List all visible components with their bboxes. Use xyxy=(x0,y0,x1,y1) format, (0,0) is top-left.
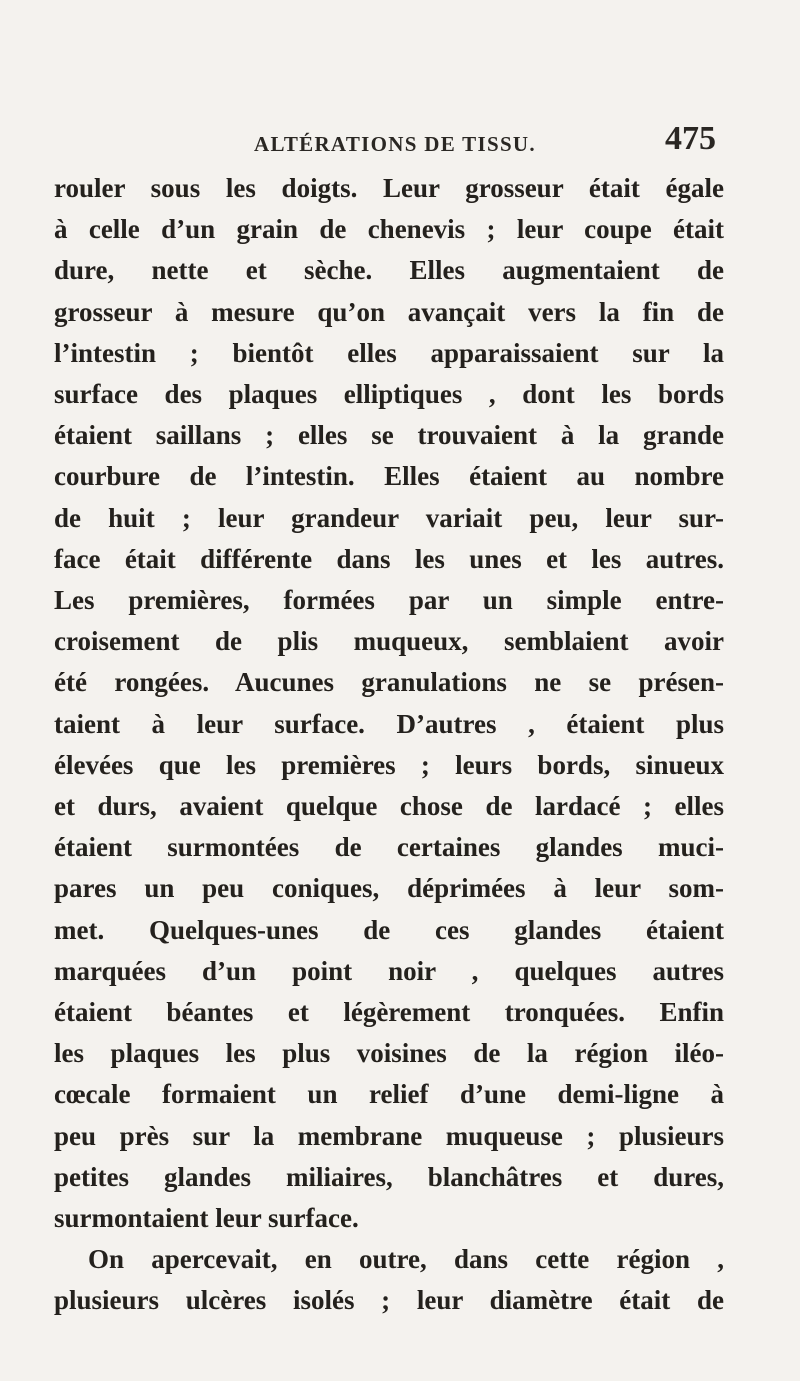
text-line: surface des plaques elliptiques , dont les bords xyxy=(54,379,724,410)
text-line: de huit ; leur grandeur variait peu, leur sur- xyxy=(54,502,724,533)
text-line: étaient saillans ; elles se trouvaient à la grande xyxy=(54,420,724,451)
text-line: étaient béantes et légèrement tronquées. Enfin xyxy=(54,997,724,1028)
page-number: 475 xyxy=(665,120,716,157)
text-line: marquées d’un point noir , quelques autres xyxy=(54,955,724,986)
running-head: ALTÉRATIONS DE TISSU. xyxy=(254,132,536,156)
text-line: l’intestin ; bientôt elles apparaissaient sur la xyxy=(54,337,724,368)
text-line: les plaques les plus voisines de la région iléo- xyxy=(54,1038,724,1069)
text-line: peu près sur la membrane muqueuse ; plusieurs xyxy=(54,1120,724,1151)
text-line: élevées que les premières ; leurs bords, sinueux xyxy=(54,749,724,780)
body-text xyxy=(54,168,724,1322)
text-line: dure, nette et sèche. Elles augmentaient de xyxy=(54,255,724,286)
text-line: petites glandes miliaires, blanchâtres et dures, xyxy=(54,1161,724,1192)
paragraph-end-line: surmontaient leur surface. xyxy=(54,1203,359,1234)
text-line: croisement de plis muqueux, semblaient avoir xyxy=(54,626,724,657)
text-line: rouler sous les doigts. Leur grosseur était égale xyxy=(54,173,724,203)
text-line: pares un peu coniques, déprimées à leur som- xyxy=(54,873,724,904)
text-line: grosseur à mesure qu’on avançait vers la fin de xyxy=(54,296,724,327)
text-line: taient à leur surface. D’autres , étaient plus xyxy=(54,708,724,739)
text-line: Les premières, formées par un simple entre- xyxy=(54,585,724,616)
text-line: face était différente dans les unes et les autres. xyxy=(54,543,724,574)
page-header xyxy=(254,118,716,166)
text-line: met. Quelques-unes de ces glandes étaient xyxy=(54,914,724,945)
text-line: cœcale formaient un relief d’une demi-ligne à xyxy=(54,1079,724,1110)
text-line: et durs, avaient quelque chose de lardacé ; elles xyxy=(54,791,724,822)
paragraph-start-line: On apercevait, en outre, dans cette région , xyxy=(88,1244,724,1275)
text-line: plusieurs ulcères isolés ; leur diamètre était de xyxy=(54,1285,724,1316)
text-line: courbure de l’intestin. Elles étaient au nombre xyxy=(54,461,724,492)
text-line: à celle d’un grain de chenevis ; leur coupe était xyxy=(54,214,724,245)
text-line: étaient surmontées de certaines glandes muci- xyxy=(54,832,724,863)
text-line: été rongées. Aucunes granulations ne se présen- xyxy=(54,667,724,698)
